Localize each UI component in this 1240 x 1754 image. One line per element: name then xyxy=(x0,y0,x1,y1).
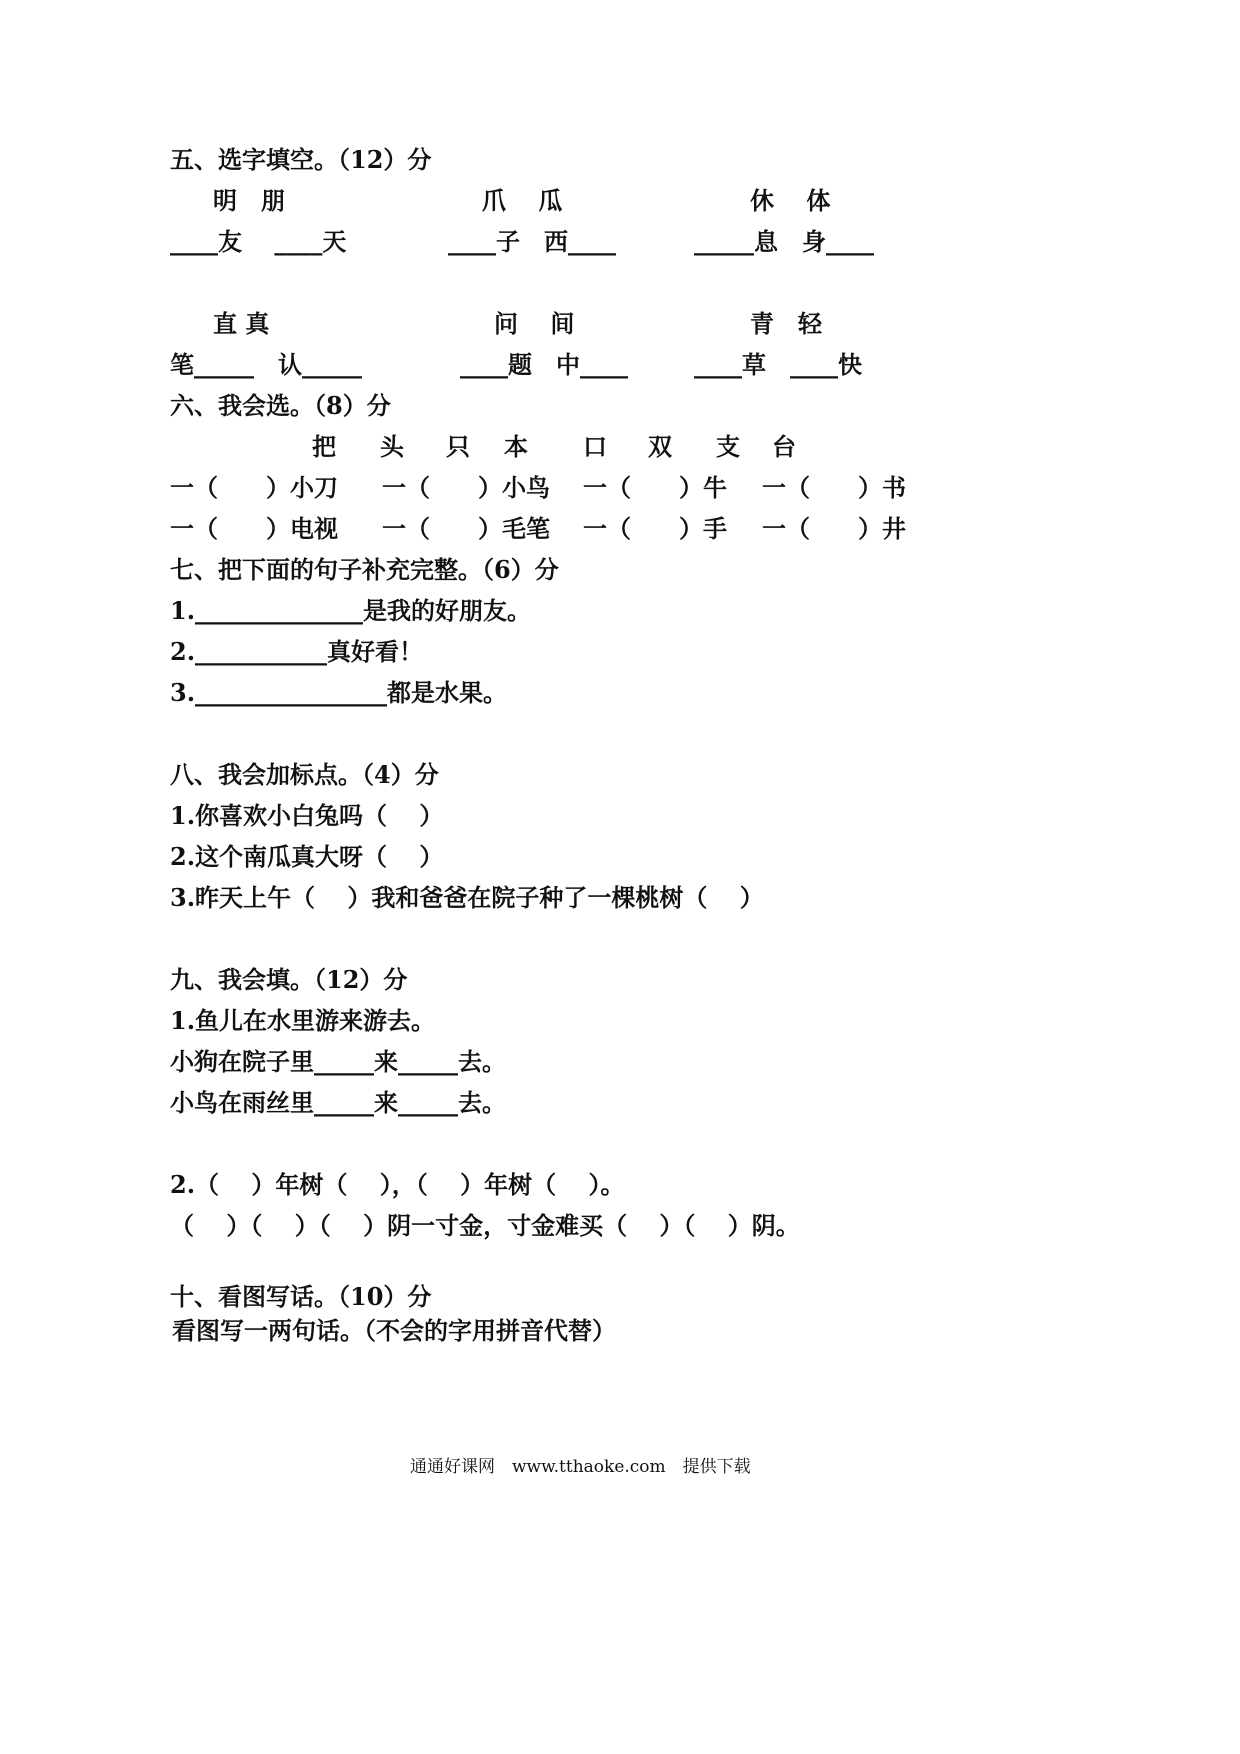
char-pair-6: 青 轻 xyxy=(750,309,822,338)
fill-item: 一（ ）手 xyxy=(583,514,727,543)
section-10-instruction: 看图写一两句话。（不会的字用拼音代替） xyxy=(172,1316,616,1345)
section-8-title: 八、我会加标点。（4）分 xyxy=(170,760,439,789)
measure-word: 台 xyxy=(772,432,796,461)
section-9-title: 九、我会填。（12）分 xyxy=(170,965,408,994)
sentence-line: 3.________________都是水果。 xyxy=(170,678,508,707)
punctuation-line: 2.这个南瓜真大呀（ ） xyxy=(170,842,444,871)
measure-word: 只 xyxy=(446,432,470,461)
fill-line: 小鸟在雨丝里_____来_____去。 xyxy=(170,1088,506,1117)
fill-item: 一（ ）电视 xyxy=(170,514,338,543)
fill-line: 小狗在院子里_____来_____去。 xyxy=(170,1047,506,1076)
blank-pair-6: ____草 ____快 xyxy=(694,350,862,379)
measure-word: 头 xyxy=(380,432,404,461)
footer-text: 通通好课网 www.tthaoke.com 提供下载 xyxy=(410,1457,751,1477)
fill-item: 一（ ）毛笔 xyxy=(382,514,550,543)
blank-pair-1: ____友 ____天 xyxy=(170,227,347,256)
blank-pair-3: _____息 身____ xyxy=(694,227,874,256)
punctuation-line: 1.你喜欢小白兔吗（ ） xyxy=(170,801,444,830)
fill-item: 一（ ）小鸟 xyxy=(382,473,550,502)
measure-word: 把 xyxy=(312,432,336,461)
char-pair-3: 休 体 xyxy=(750,186,831,215)
fill-item: 一（ ）书 xyxy=(762,473,906,502)
section-6-title: 六、我会选。（8）分 xyxy=(170,391,391,420)
section-10-title: 十、看图写话。（10）分 xyxy=(170,1282,432,1311)
fill-line: （ ）（ ）（ ）阴一寸金，寸金难买（ ）（ ）阴。 xyxy=(170,1211,800,1240)
blank-pair-2: ____子 西____ xyxy=(448,227,616,256)
blank-pair-4: 笔_____ 认_____ xyxy=(170,350,362,379)
punctuation-line: 3.昨天上午（ ）我和爸爸在院子种了一棵桃树（ ） xyxy=(170,883,764,912)
sentence-line: 2.___________真好看！ xyxy=(170,637,424,666)
char-pair-1: 明 朋 xyxy=(213,186,285,215)
section-7-title: 七、把下面的句子补充完整。（6）分 xyxy=(170,555,559,584)
char-pair-2: 爪 瓜 xyxy=(482,186,563,215)
measure-word: 支 xyxy=(716,432,740,461)
fill-item: 一（ ）井 xyxy=(762,514,906,543)
char-pair-4: 直 真 xyxy=(213,309,270,338)
blank-pair-5: ____题 中____ xyxy=(460,350,628,379)
char-pair-5: 问 间 xyxy=(494,309,575,338)
fill-line: 2.（ ）年树（ ），（ ）年树（ ）。 xyxy=(170,1170,625,1199)
measure-word: 本 xyxy=(504,432,528,461)
fill-item: 一（ ）小刀 xyxy=(170,473,338,502)
fill-item: 一（ ）牛 xyxy=(583,473,727,502)
section-5-title: 五、选字填空。（12）分 xyxy=(170,145,432,174)
sentence-line: 1.______________是我的好朋友。 xyxy=(170,596,532,625)
fill-line: 1.鱼儿在水里游来游去。 xyxy=(170,1006,436,1035)
measure-word: 口 xyxy=(583,432,607,461)
measure-word: 双 xyxy=(648,432,672,461)
